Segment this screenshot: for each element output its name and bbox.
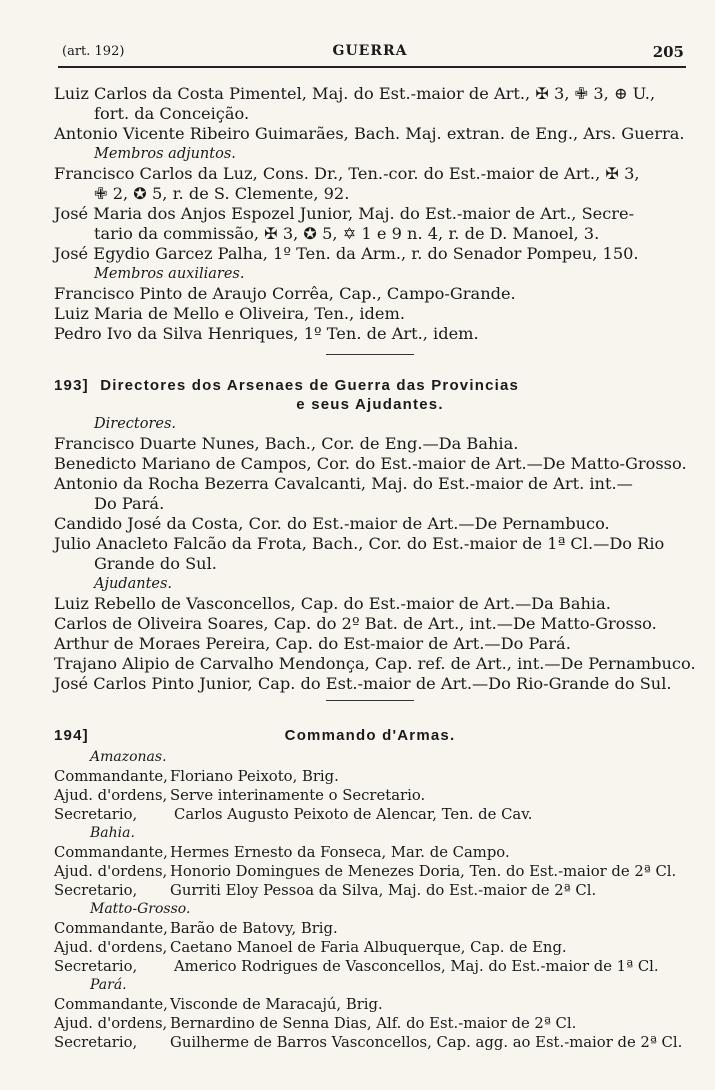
list-line: Pedro Ivo da Silva Henriques, 1º Ten. de Art., idem. <box>54 324 479 343</box>
list-line: Luiz Maria de Mello e Oliveira, Ten., idem. <box>54 304 405 323</box>
separator-2 <box>54 692 686 709</box>
role-holder: Serve interinamente o Secretario. <box>170 787 426 804</box>
role-label: Commandante, <box>54 844 168 861</box>
list-line: Trajano Alipio de Carvalho Mendonça, Cap. ref. de Art., int.—De Pernambuco. <box>54 654 696 673</box>
role-holder: Barão de Batovy, Brig. <box>170 920 338 937</box>
role-label: Secretario, <box>54 882 138 899</box>
role-holder: Carlos Augusto Peixoto de Alencar, Ten. de Cav. <box>174 806 533 823</box>
role-holder: Guilherme de Barros Vasconcellos, Cap. agg. ao Est.-maior de 2ª Cl. <box>170 1034 683 1051</box>
role-holder: Americo Rodrigues de Vasconcellos, Maj. do Est.-maior de 1ª Cl. <box>174 958 659 975</box>
role-label: Commandante, <box>54 768 168 785</box>
role-label: Ajud. d'ordens, <box>54 1015 168 1032</box>
section-number: 193] <box>54 377 89 394</box>
table-row <box>54 1033 686 1052</box>
list-line: José Carlos Pinto Junior, Cap. do Est.-maior de Art.—Do Rio-Grande do Sul. <box>54 674 672 693</box>
section-number: 194] <box>54 727 89 744</box>
role-holder: Caetano Manoel de Faria Albuquerque, Cap. de Eng. <box>170 939 567 956</box>
table-row <box>54 843 686 862</box>
section-193-heading <box>54 376 686 395</box>
subheading: Ajudantes. <box>94 576 173 592</box>
divider <box>326 700 414 701</box>
table-row <box>54 957 686 976</box>
table-row <box>54 938 686 957</box>
role-label: Commandante, <box>54 920 168 937</box>
divider <box>326 354 414 355</box>
subheading: Directores. <box>94 416 177 432</box>
header-rule <box>58 66 686 68</box>
role-holder: Bernardino de Senna Dias, Alf. do Est.-maior de 2ª Cl. <box>170 1015 577 1032</box>
list-line: Francisco Duarte Nunes, Bach., Cor. de Eng.—Da Bahia. <box>54 434 519 453</box>
commando-list <box>54 748 686 1052</box>
list-line: fort. da Conceição. <box>94 104 250 123</box>
list-line: José Egydio Garcez Palha, 1º Ten. da Arm., r. do Senador Pompeu, 150. <box>54 244 639 263</box>
separator-1 <box>54 346 686 363</box>
role-label: Secretario, <box>54 958 138 975</box>
table-row <box>54 919 686 938</box>
section-title-line1: Directores dos Arsenaes de Guerra das Provincias <box>100 377 520 394</box>
role-label: Ajud. d'ordens, <box>54 939 168 956</box>
page-section-title: GUERRA <box>332 43 408 59</box>
role-holder: Visconde de Maracajú, Brig. <box>170 996 383 1013</box>
role-label: Ajud. d'ordens, <box>54 863 168 880</box>
list-line: Carlos de Oliveira Soares, Cap. do 2º Bat. de Art., int.—De Matto-Grosso. <box>54 614 657 633</box>
role-label: Commandante, <box>54 996 168 1013</box>
role-holder: Honorio Domingues de Menezes Doria, Ten. do Est.-maior de 2ª Cl. <box>170 863 677 880</box>
role-label: Secretario, <box>54 1034 138 1051</box>
list-line: Arthur de Moraes Pereira, Cap. do Est-maior de Art.—Do Pará. <box>54 634 571 653</box>
role-holder: Gurriti Eloy Pessoa da Silva, Maj. do Est.-maior de 2ª Cl. <box>170 882 597 899</box>
state-heading: Matto-Grosso. <box>90 901 191 917</box>
list-line: Francisco Carlos da Luz, Cons. Dr., Ten.-cor. do Est.-maior de Art., ✠ 3, <box>54 164 640 183</box>
table-row <box>54 786 686 805</box>
members-list <box>54 84 686 344</box>
table-row <box>54 805 686 824</box>
list-line: Do Pará. <box>94 494 165 513</box>
state-heading: Pará. <box>90 977 127 993</box>
role-holder: Hermes Ernesto da Fonseca, Mar. de Campo. <box>170 844 510 861</box>
table-row <box>54 1014 686 1033</box>
section-194 <box>54 726 686 745</box>
subheading: Membros auxiliares. <box>94 266 245 282</box>
page-number: 205 <box>652 43 684 61</box>
section-193 <box>54 376 686 414</box>
role-holder: Floriano Peixoto, Brig. <box>170 768 339 785</box>
table-row <box>54 767 686 786</box>
table-row <box>54 862 686 881</box>
section-title-line2: e seus Ajudantes. <box>296 396 444 413</box>
section-193-list <box>54 414 696 694</box>
table-row <box>54 995 686 1014</box>
list-line: Julio Anacleto Falcão da Frota, Bach., Cor. do Est.-maior de 1ª Cl.—Do Rio <box>54 534 665 553</box>
list-line: Candido José da Costa, Cor. do Est.-maior de Art.—De Pernambuco. <box>54 514 610 533</box>
state-heading: Amazonas. <box>90 749 167 765</box>
article-ref: (art. 192) <box>62 44 125 59</box>
list-line: Luiz Rebello de Vasconcellos, Cap. do Est.-maior de Art.—Da Bahia. <box>54 594 611 613</box>
list-line: José Maria dos Anjos Espozel Junior, Maj. do Est.-maior de Art., Secre- <box>54 204 635 223</box>
list-line: Grande do Sul. <box>94 554 217 573</box>
running-header <box>54 40 686 62</box>
list-line: Luiz Carlos da Costa Pimentel, Maj. do Est.-maior de Art., ✠ 3, ✙ 3, ⊕ U., <box>54 84 656 103</box>
state-heading: Bahia. <box>90 825 135 841</box>
list-line: Francisco Pinto de Araujo Corrêa, Cap., Campo-Grande. <box>54 284 516 303</box>
table-row <box>54 881 686 900</box>
subheading: Membros adjuntos. <box>94 146 236 162</box>
list-line: Benedicto Mariano de Campos, Cor. do Est.-maior de Art.—De Matto-Grosso. <box>54 454 687 473</box>
section-194-title: Commando d'Armas. <box>284 727 456 744</box>
section-194-heading <box>54 726 686 745</box>
list-line: Antonio Vicente Ribeiro Guimarães, Bach. Maj. extran. de Eng., Ars. Guerra. <box>54 124 685 143</box>
role-label: Ajud. d'ordens, <box>54 787 168 804</box>
list-line: Antonio da Rocha Bezerra Cavalcanti, Maj. do Est.-maior de Art. int.— <box>54 474 633 493</box>
list-line: ✙ 2, ✪ 5, r. de S. Clemente, 92. <box>94 184 350 203</box>
list-line: tario da commissão, ✠ 3, ✪ 5, ✡ 1 e 9 n. 4, r. de D. Manoel, 3. <box>94 224 600 243</box>
role-label: Secretario, <box>54 806 138 823</box>
